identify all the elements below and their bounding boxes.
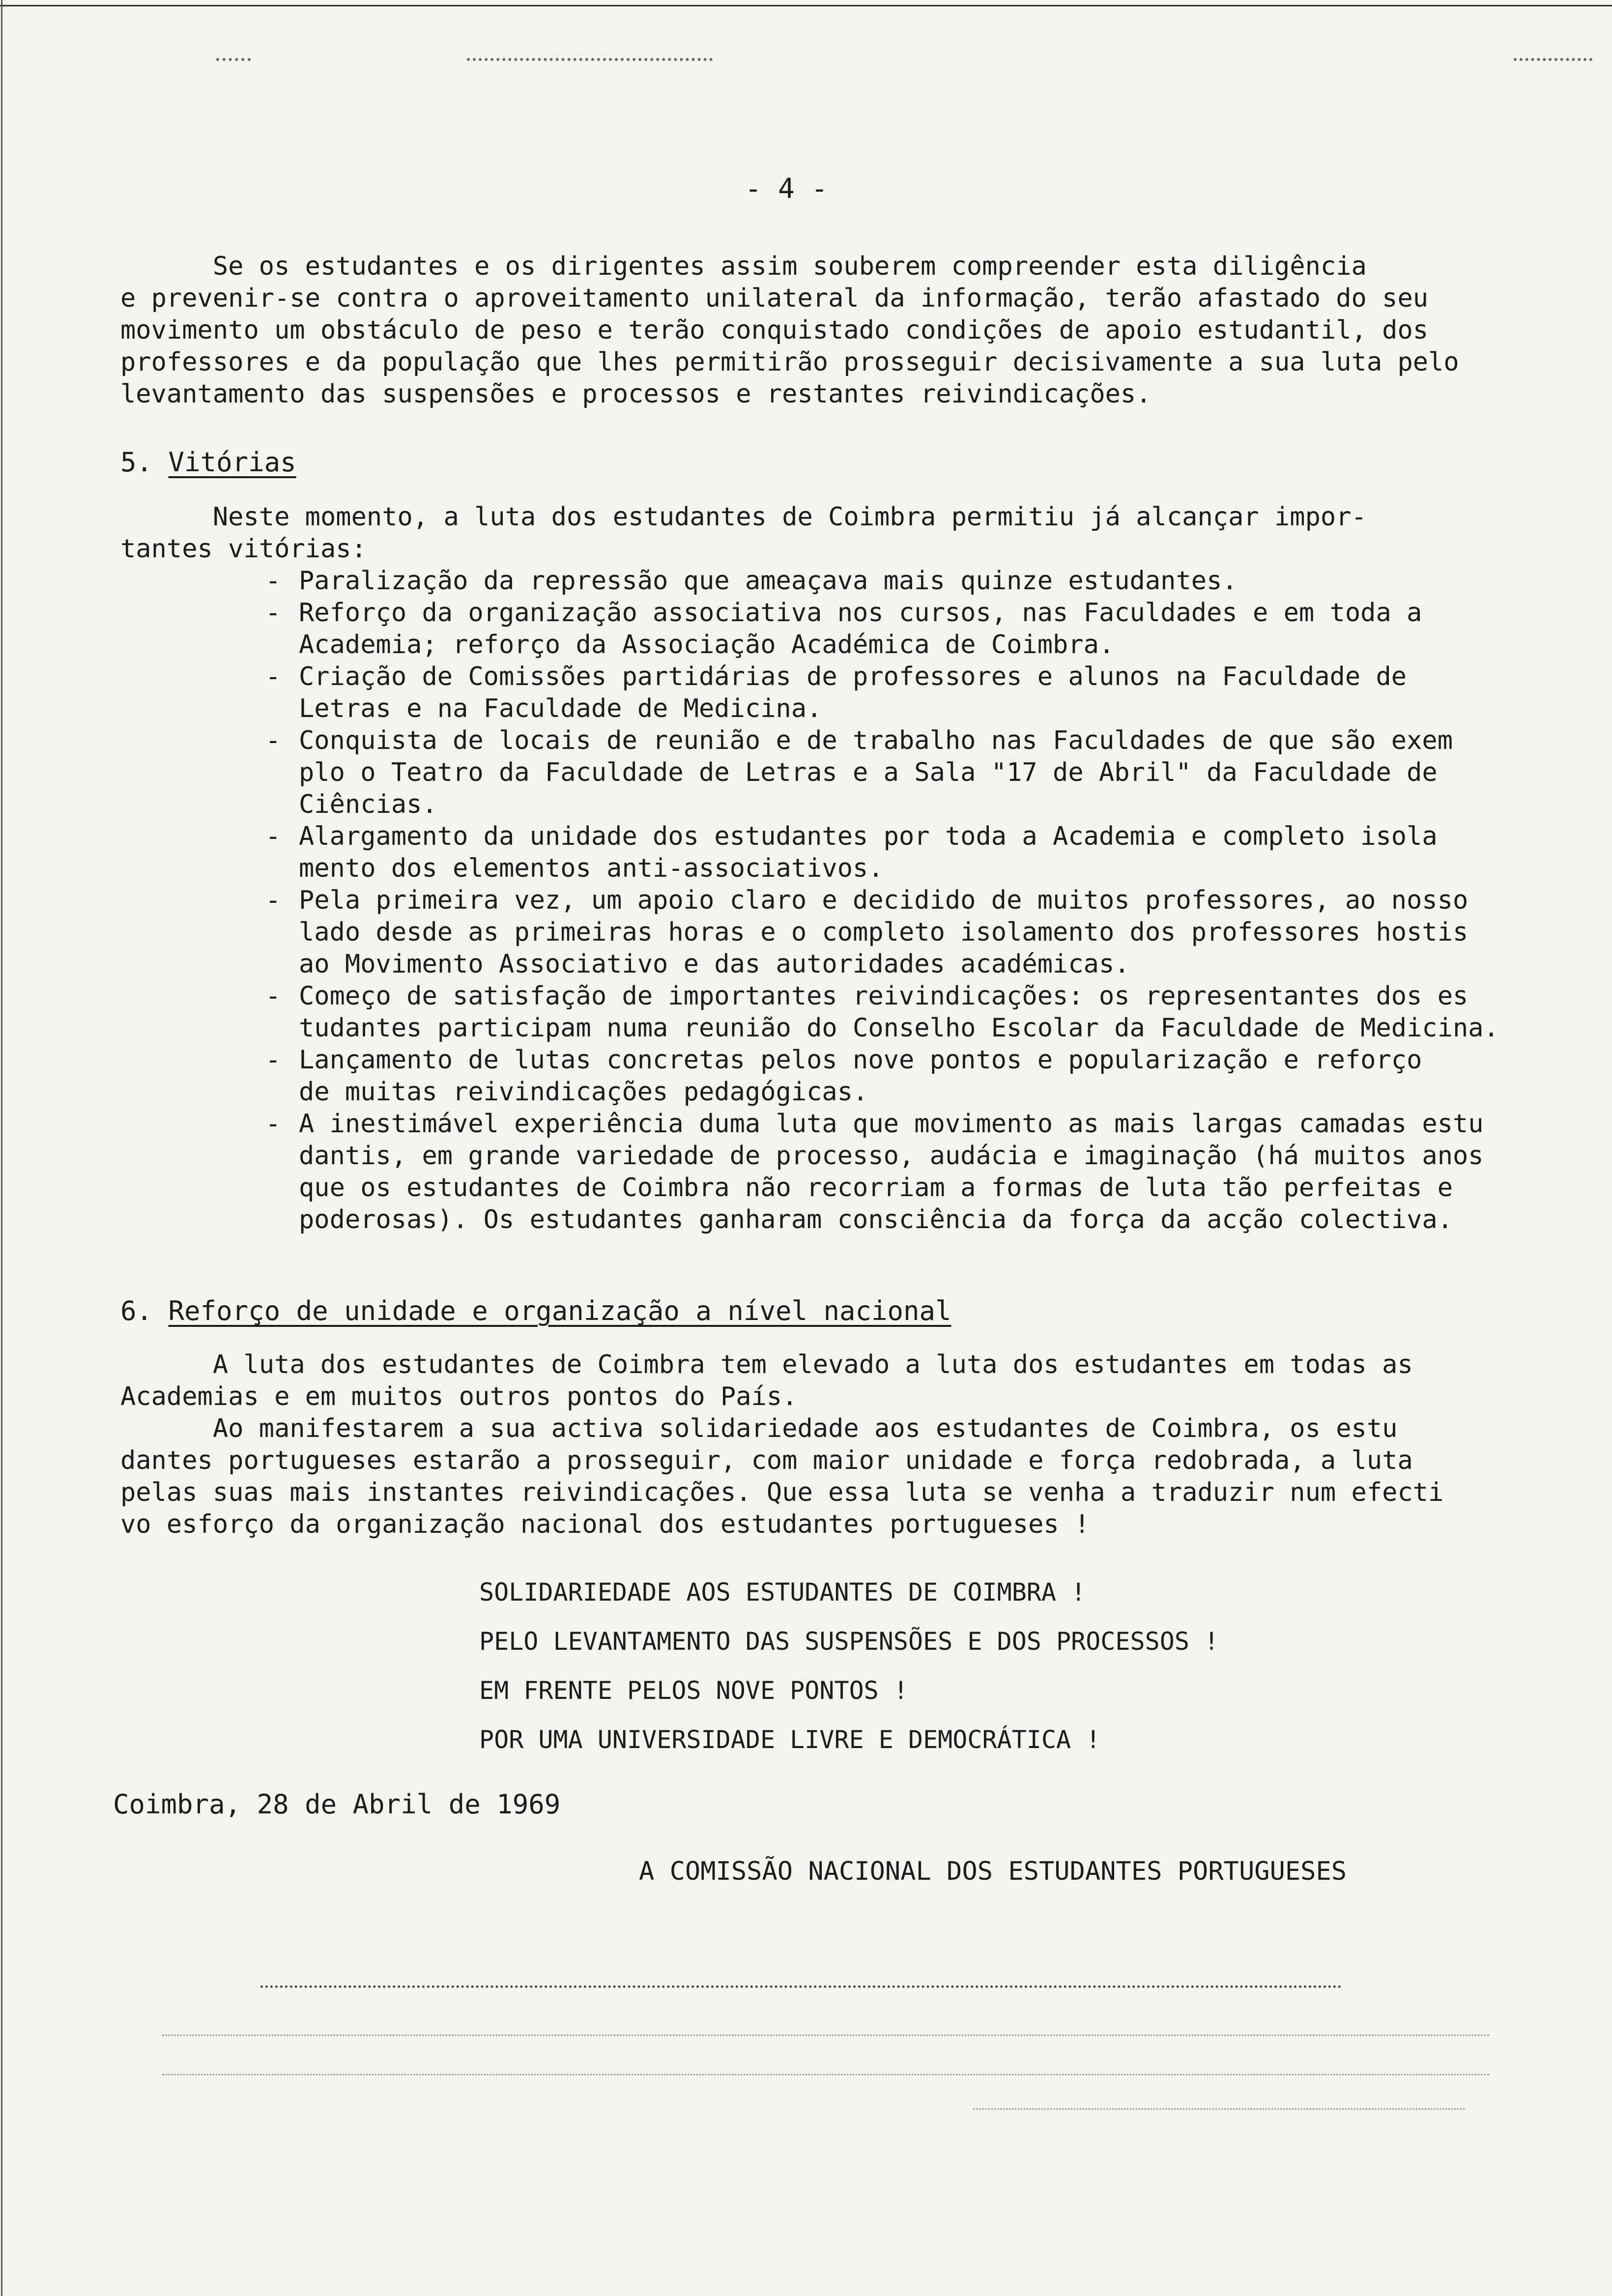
section-6-title: Reforço de unidade e organização a nível nacional xyxy=(168,1295,951,1326)
illegible-line xyxy=(260,1985,1342,1988)
victories-list xyxy=(265,565,1563,1236)
print-smudge xyxy=(1514,58,1592,64)
list-item: - Pela primeira vez, um apoio claro e decidido de muitos professores, ao nosso lado desde as primeiras horas e o completo isolamento dos professores hostis ao Movimento Associativo e das autoridades académicas. xyxy=(265,886,1468,979)
list-item: - Lançamento de lutas concretas pelos nove pontos e popularização e reforço de muitas reivindicações pedagógicas. xyxy=(265,1045,1422,1107)
section-5-intro: Neste momento, a luta dos estudantes de Coimbra permitiu já alcançar impor- tantes vitórias: xyxy=(120,502,1367,564)
slogan: PELO LEVANTAMENTO DAS SUSPENSÕES E DOS PROCESSOS ! xyxy=(479,1627,1219,1656)
section-6-heading xyxy=(120,1295,951,1327)
list-item: - Alargamento da unidade dos estudantes por toda a Academia e completo isola mento dos elementos anti-associativos. xyxy=(265,822,1438,883)
signature: A COMISSÃO NACIONAL DOS ESTUDANTES PORTUGUESES xyxy=(639,1857,1347,1886)
list-item-text: Pela primeira vez, um apoio claro e decidido de muitos professores, ao nosso lado desde as primeiras horas e o completo isolamento dos professores hostis ao Movimento Associativo e das autoridades académicas. xyxy=(299,886,1468,979)
page-number: - 4 - xyxy=(745,173,828,205)
date-line: Coimbra, 28 de Abril de 1969 xyxy=(113,1789,561,1820)
section-5-heading xyxy=(120,446,296,478)
left-border-line xyxy=(1,0,2,2296)
list-item: - Criação de Comissões partidárias de professores e alunos na Faculdade de Letras e na Faculdade de Medicina. xyxy=(265,662,1407,723)
section-5-number: 5. xyxy=(120,447,153,478)
faint-print-line xyxy=(973,2108,1465,2110)
list-item-text: Começo de satisfação de importantes reivindicações: os representantes dos es tudantes participam numa reunião do Conselho Escolar da Faculdade de Medicina. xyxy=(299,981,1499,1043)
print-smudge xyxy=(467,58,713,64)
intro-paragraph: Se os estudantes e os dirigentes assim souberem compreender esta diligência e prevenir-se contra o aproveitamento unilateral da informação, terão afastado do seu movimento um obstáculo de peso e terão conquistado condições de apoio estudantil, dos professores e da população que lhes permitirão prosseguir decisivamente a sua luta pelo levantamento das suspensões e processos e restantes reivindicações. xyxy=(120,252,1459,409)
list-item-text: Reforço da organização associativa nos cursos, nas Faculdades e em toda a Academia; reforço da Associação Académica de Coimbra. xyxy=(299,598,1422,660)
slogans-block xyxy=(479,1568,1219,1764)
list-item: - A inestimável experiência duma luta que movimento as mais largas camadas estu dantis, em grande variedade de processo, audácia e imaginação (há muitos anos que os estudantes de Coimbra não recorriam a formas de luta tão perfeitas e poderosas). Os estudantes ganharam consciência da força da acção colectiva. xyxy=(265,1109,1484,1234)
top-border-line xyxy=(0,5,1612,6)
slogan: SOLIDARIEDADE AOS ESTUDANTES DE COIMBRA ! xyxy=(479,1578,1086,1607)
faint-print-line xyxy=(162,2074,1489,2075)
list-item-text: Alargamento da unidade dos estudantes por toda a Academia e completo isola mento dos elementos anti-associativos. xyxy=(299,822,1438,883)
section-6-paragraphs: A luta dos estudantes de Coimbra tem elevado a luta dos estudantes em todas as Academias e em muitos outros pontos do País. Ao manifestarem a sua activa solidariedade aos estudantes de Coimbra, os estu dantes portugueses estarão a prosseguir, com maior unidade e força redobrada, a luta pelas suas mais instantes reivindicações. Que essa luta se venha a traduzir num efecti vo esforço da organização nacional dos estudantes portugueses ! xyxy=(120,1350,1444,1539)
faint-print-line xyxy=(162,2035,1489,2036)
print-smudge xyxy=(216,58,251,64)
list-item-text: Lançamento de lutas concretas pelos nove pontos e popularização e reforço de muitas reivindicações pedagógicas. xyxy=(299,1045,1422,1107)
list-item-text: Conquista de locais de reunião e de trabalho nas Faculdades de que são exem plo o Teatro da Faculdade de Letras e a Sala "17 de Abril" da Faculdade de Ciências. xyxy=(299,726,1453,819)
section-5-title: Vitórias xyxy=(168,447,296,478)
list-item: - Conquista de locais de reunião e de trabalho nas Faculdades de que são exem plo o Teatro da Faculdade de Letras e a Sala "17 de Abril" da Faculdade de Ciências. xyxy=(265,726,1453,819)
list-item-text: Paralização da repressão que ameaçava mais quinze estudantes. xyxy=(299,566,1238,596)
section-6-number: 6. xyxy=(120,1295,153,1326)
slogan: POR UMA UNIVERSIDADE LIVRE E DEMOCRÁTICA ! xyxy=(479,1725,1101,1754)
list-item-text: A inestimável experiência duma luta que movimento as mais largas camadas estu dantis, em grande variedade de processo, audácia e imaginação (há muitos anos que os estudantes de Coimbra não recorriam a formas de luta tão perfeitas e poderosas). Os estudantes ganharam consciência da força da acção colectiva. xyxy=(299,1109,1484,1234)
list-item-text: Criação de Comissões partidárias de professores e alunos na Faculdade de Letras e na Faculdade de Medicina. xyxy=(299,662,1407,723)
list-item: - Paralização da repressão que ameaçava mais quinze estudantes. xyxy=(265,566,1238,596)
list-item: - Reforço da organização associativa nos cursos, nas Faculdades e em toda a Academia; reforço da Associação Académica de Coimbra. xyxy=(265,598,1422,660)
list-item: - Começo de satisfação de importantes reivindicações: os representantes dos es tudantes participam numa reunião do Conselho Escolar da Faculdade de Medicina. xyxy=(265,981,1499,1043)
slogan: EM FRENTE PELOS NOVE PONTOS ! xyxy=(479,1676,908,1705)
